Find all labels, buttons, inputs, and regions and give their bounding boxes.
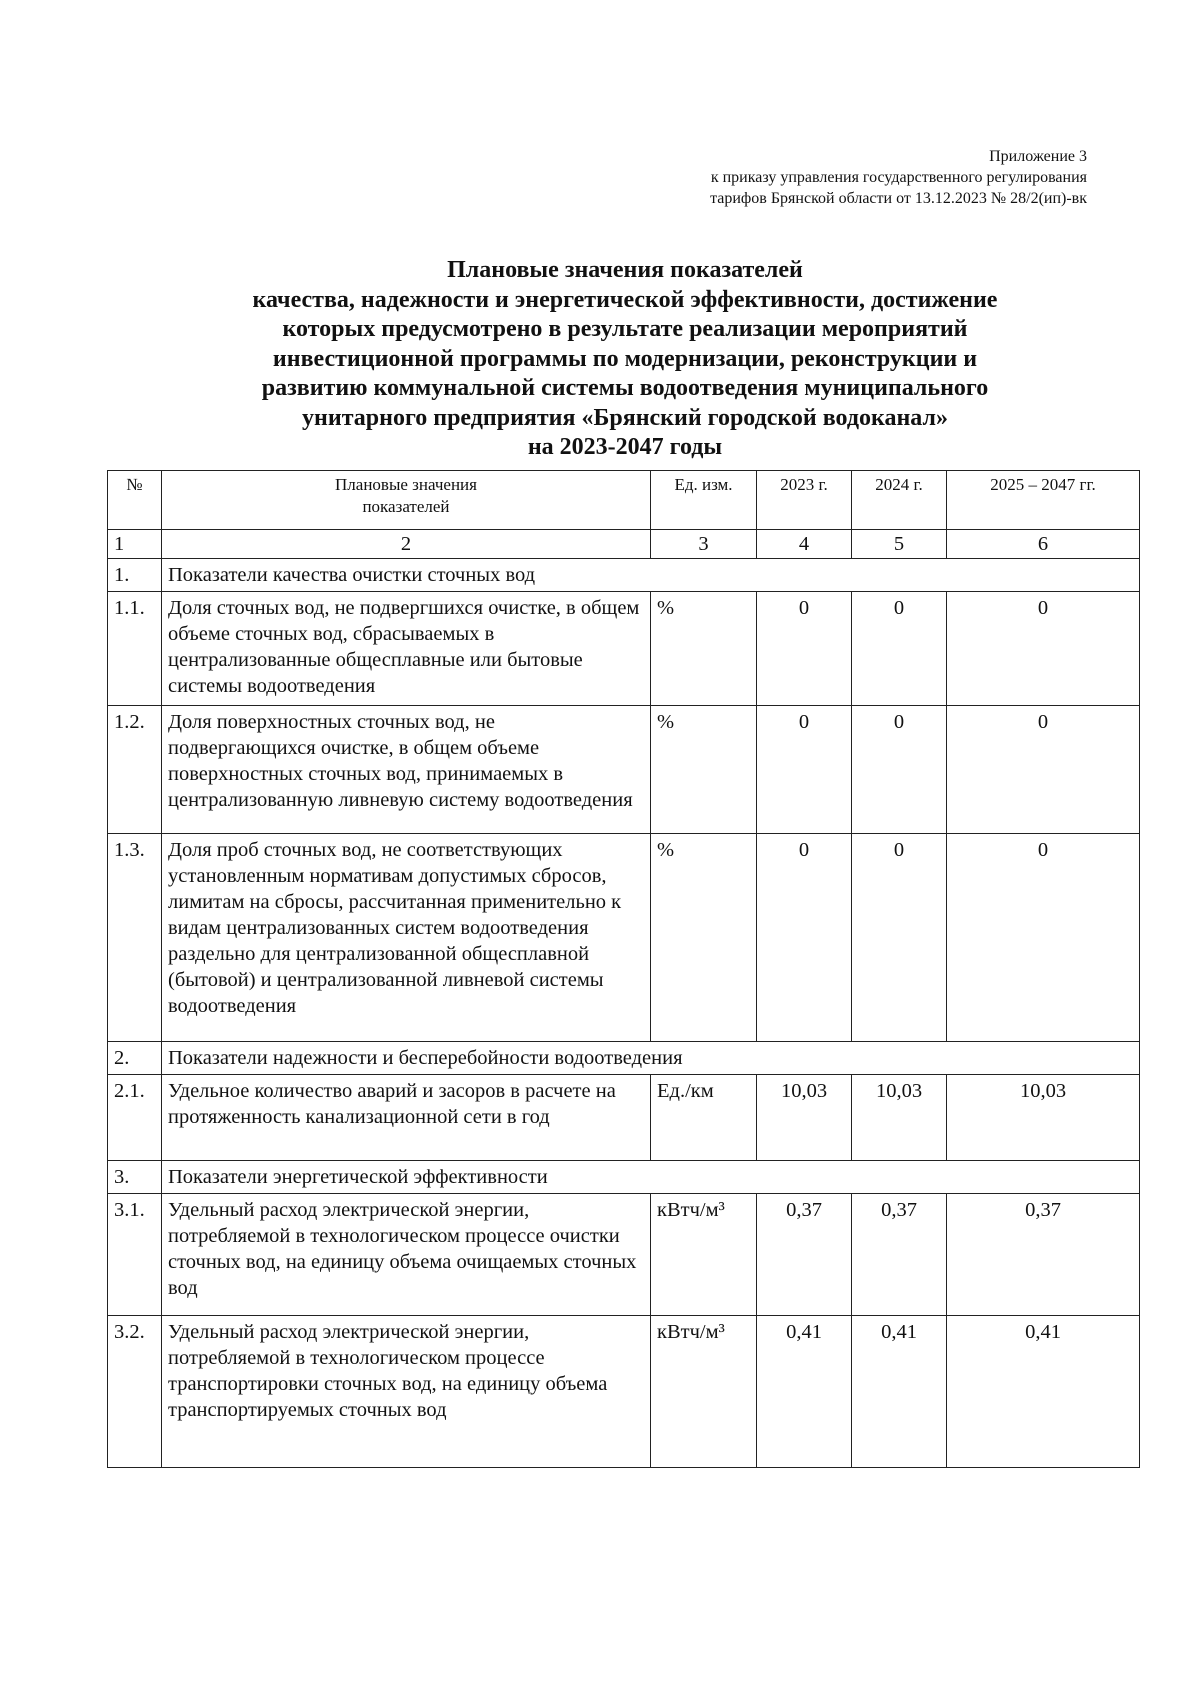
table-row: [108, 592, 1140, 706]
table-row: [108, 834, 1140, 1042]
appendix-line: Приложение 3: [989, 148, 1087, 165]
value-2025-2047: 0,37: [947, 1194, 1140, 1316]
unit-cell: %: [651, 706, 757, 834]
indicator-text: Удельный расход электрической энергии, потребляемой в технологическом процессе очистки сточных вод, на единицу объема очищаемых сточных вод: [162, 1194, 651, 1316]
value-2023: 0: [757, 592, 852, 706]
value-2024: 0,37: [852, 1194, 947, 1316]
row-number: 1.1.: [108, 592, 162, 706]
value-2023: 0,37: [757, 1194, 852, 1316]
row-number: 2.: [108, 1042, 162, 1075]
column-number: 4: [757, 530, 852, 559]
indicator-text: Доля поверхностных сточных вод, не подвергающихся очистке, в общем объеме поверхностных сточных вод, принимаемых в централизованную ливневую систему водоотведения: [162, 706, 651, 834]
column-number: 2: [162, 530, 651, 559]
value-2025-2047: 0: [947, 592, 1140, 706]
row-number: 1.3.: [108, 834, 162, 1042]
header-unit: Ед. изм.: [651, 471, 757, 530]
unit-cell: %: [651, 592, 757, 706]
table-row: [108, 1075, 1140, 1161]
indicator-text: Доля проб сточных вод, не соответствующих установленным нормативам допустимых сбросов, лимитам на сбросы, рассчитанная применительно к видам централизованных систем водоотведения раздельно для централизованной общесплавной (бытовой) и централизованной ливневой системы водоотведения: [162, 834, 651, 1042]
appendix-note: [710, 146, 1087, 209]
document-title: [100, 256, 1150, 463]
header-2024: 2024 г.: [852, 471, 947, 530]
title-line: унитарного предприятия «Брянский городской водоканал»: [302, 404, 948, 431]
row-number: 3.2.: [108, 1316, 162, 1468]
section-title: Показатели надежности и бесперебойности водоотведения: [162, 1042, 1140, 1075]
unit-cell: кВтч/м³: [651, 1316, 757, 1468]
value-2024: 0,41: [852, 1316, 947, 1468]
section-title: Показатели качества очистки сточных вод: [162, 559, 1140, 592]
column-number-row: [108, 530, 1140, 559]
value-2025-2047: 0: [947, 706, 1140, 834]
value-2025-2047: 10,03: [947, 1075, 1140, 1161]
value-2023: 0,41: [757, 1316, 852, 1468]
section-row: [108, 1161, 1140, 1194]
value-2023: 0: [757, 834, 852, 1042]
header-indicator-line: показателей: [362, 497, 450, 516]
title-line: развитию коммунальной системы водоотведения муниципального: [261, 375, 989, 401]
header-no: №: [108, 471, 162, 530]
column-number: 6: [947, 530, 1140, 559]
unit-cell: %: [651, 834, 757, 1042]
table-row: [108, 1194, 1140, 1316]
header-2025-2047: 2025 – 2047 гг.: [947, 471, 1140, 530]
row-number: 3.1.: [108, 1194, 162, 1316]
value-2024: 0: [852, 834, 947, 1042]
title-line: которых предусмотрено в результате реализации мероприятий: [282, 316, 968, 342]
row-number: 1.2.: [108, 706, 162, 834]
column-number: 5: [852, 530, 947, 559]
value-2024: 10,03: [852, 1075, 947, 1161]
row-number: 3.: [108, 1161, 162, 1194]
indicator-text: Удельное количество аварий и засоров в расчете на протяженность канализационной сети в год: [162, 1075, 651, 1161]
appendix-line: тарифов Брянской области от 13.12.2023 № 28/2(ип)-вк: [710, 190, 1087, 207]
title-line: на 2023-2047 годы: [527, 434, 723, 460]
unit-cell: кВтч/м³: [651, 1194, 757, 1316]
table-header-row: [108, 471, 1140, 530]
value-2024: 0: [852, 706, 947, 834]
title-line: инвестиционной программы по модернизации, реконструкции и: [272, 345, 978, 372]
value-2024: 0: [852, 592, 947, 706]
header-indicator: [162, 471, 651, 530]
table-row: [108, 1316, 1140, 1468]
header-2023: 2023 г.: [757, 471, 852, 530]
row-number: 2.1.: [108, 1075, 162, 1161]
title-line: качества, надежности и энергетической эффективности, достижение: [252, 286, 998, 313]
section-row: [108, 559, 1140, 592]
section-row: [108, 1042, 1140, 1075]
indicator-text: Доля сточных вод, не подвергшихся очистке, в общем объеме сточных вод, сбрасываемых в централизованные общесплавные или бытовые системы водоотведения: [162, 592, 651, 706]
value-2023: 10,03: [757, 1075, 852, 1161]
indicators-table: [107, 470, 1140, 1468]
row-number: 1.: [108, 559, 162, 592]
table-row: [108, 706, 1140, 834]
section-title: Показатели энергетической эффективности: [162, 1161, 1140, 1194]
value-2023: 0: [757, 706, 852, 834]
indicator-text: Удельный расход электрической энергии, потребляемой в технологическом процессе транспортировки сточных вод, на единицу объема транспортируемых сточных вод: [162, 1316, 651, 1468]
header-indicator-line: Плановые значения: [335, 475, 477, 494]
column-number: 3: [651, 530, 757, 559]
unit-cell: Ед./км: [651, 1075, 757, 1161]
column-number: 1: [108, 530, 162, 559]
value-2025-2047: 0: [947, 834, 1140, 1042]
appendix-line: к приказу управления государственного регулирования: [710, 169, 1087, 186]
value-2025-2047: 0,41: [947, 1316, 1140, 1468]
title-line: Плановые значения показателей: [447, 257, 803, 283]
